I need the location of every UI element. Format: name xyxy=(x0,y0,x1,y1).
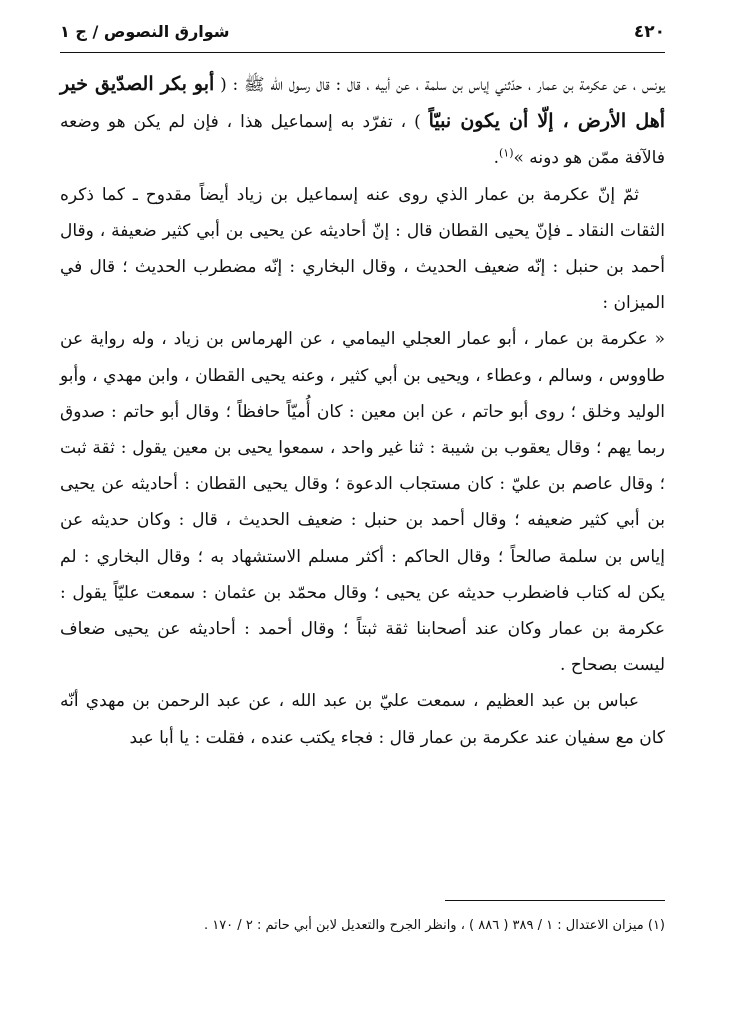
footnote-separator xyxy=(445,900,665,901)
main-text xyxy=(60,66,665,756)
footnote-reference: (١) xyxy=(498,146,514,160)
page-header xyxy=(60,22,665,48)
paragraph-3-quotation: « عكرمة بن عمار ، أبو عمار العجلي اليمامي ، عن الهرماس بن زياد ، وله رواية عن طاووس ، وسالم ، وعطاء ، ويحيى بن أبي كثير ، وعنه يحيى القطان ، وابن مهدي ، وأبو الوليد وخلق ؛ روى أبو حاتم ، عن ابن معين : كان أُميّاً حافظاً ؛ وقال أبو حاتم : صدوق ربما يهم ؛ وقال يعقوب بن شيبة : ثنا غير واحد ، سمعوا يحيى بن معين يقول : ثقة ثبت ؛ وقال عاصم بن عليّ : كان مستجاب الدعوة ؛ وقال يحيى القطان : أحاديثه عن يحيى بن أبي كثير ضعيفه ؛ وقال أحمد بن حنبل : ضعيف الحديث ، قال : وكان حديثه عن إياس بن سلمة صالحاً ؛ وقال الحاكم : أكثر مسلم الاستشهاد به ؛ وقال البخاري : لم يكن له كتاب فاضطرب حديثه عن يحيى ؛ وقال محمّد بن عثمان : سمعت عليّاً يقول : عكرمة بن عمار وكان عند أصحابنا ثقة ثبتاً ؛ وقال أحمد : أحاديثه عن يحيى ضعاف ليست بصحاح . xyxy=(60,329,665,676)
header-rule xyxy=(60,52,665,53)
paragraph-1-opening: يونس ، عن عكرمة بن عمار ، حدّثني إياس بن سلمة ، عن أبيه ، قال : قال رسول الله ﷺ : ( xyxy=(220,75,666,95)
paragraph-1 xyxy=(60,66,665,177)
paragraph-1-end: . xyxy=(493,148,499,169)
running-title: شوارق النصوص / ج ١ xyxy=(60,22,230,41)
hadith-quote: أبو بكر الصدّيق خير أهل الأرض ، إلّا أن يكون نبيّاً xyxy=(60,73,666,133)
footnote: (١) ميزان الاعتدال : ١ / ٣٨٩ ( ٨٨٦ ) ، وانظر الجرح والتعديل لابن أبي حاتم : ٢ / ١٧٠ . xyxy=(203,918,665,933)
page-number: ٤٢٠ xyxy=(633,22,665,42)
paragraph-4: عباس بن عبد العظيم ، سمعت عليّ بن عبد الله ، عن عبد الرحمن بن مهدي أنّه كان مع سفيان عند عكرمة بن عمار قال : فجاء يكتب عنده ، فقلت : يا أبا عبد xyxy=(60,691,665,748)
paragraph-1-continuation: ) ، تفرّد به إسماعيل هذا ، فإن لم يكن هو وضعه فالآفة ممّن هو دونه » xyxy=(60,112,665,169)
paragraph-2: ثمّ إنّ عكرمة بن عمار الذي روى عنه إسماعيل بن زياد أيضاً مقدوح ـ كما ذكره الثقات النقاد ـ فإنّ يحيى القطان قال : إنّ أحاديثه عن يحيى بن أبي كثير ضعيفة ، وقال أحمد بن حنبل : إنّه ضعيف الحديث ، وقال البخاري : إنّه مضطرب الحديث ؛ قال في الميزان : xyxy=(60,184,665,314)
